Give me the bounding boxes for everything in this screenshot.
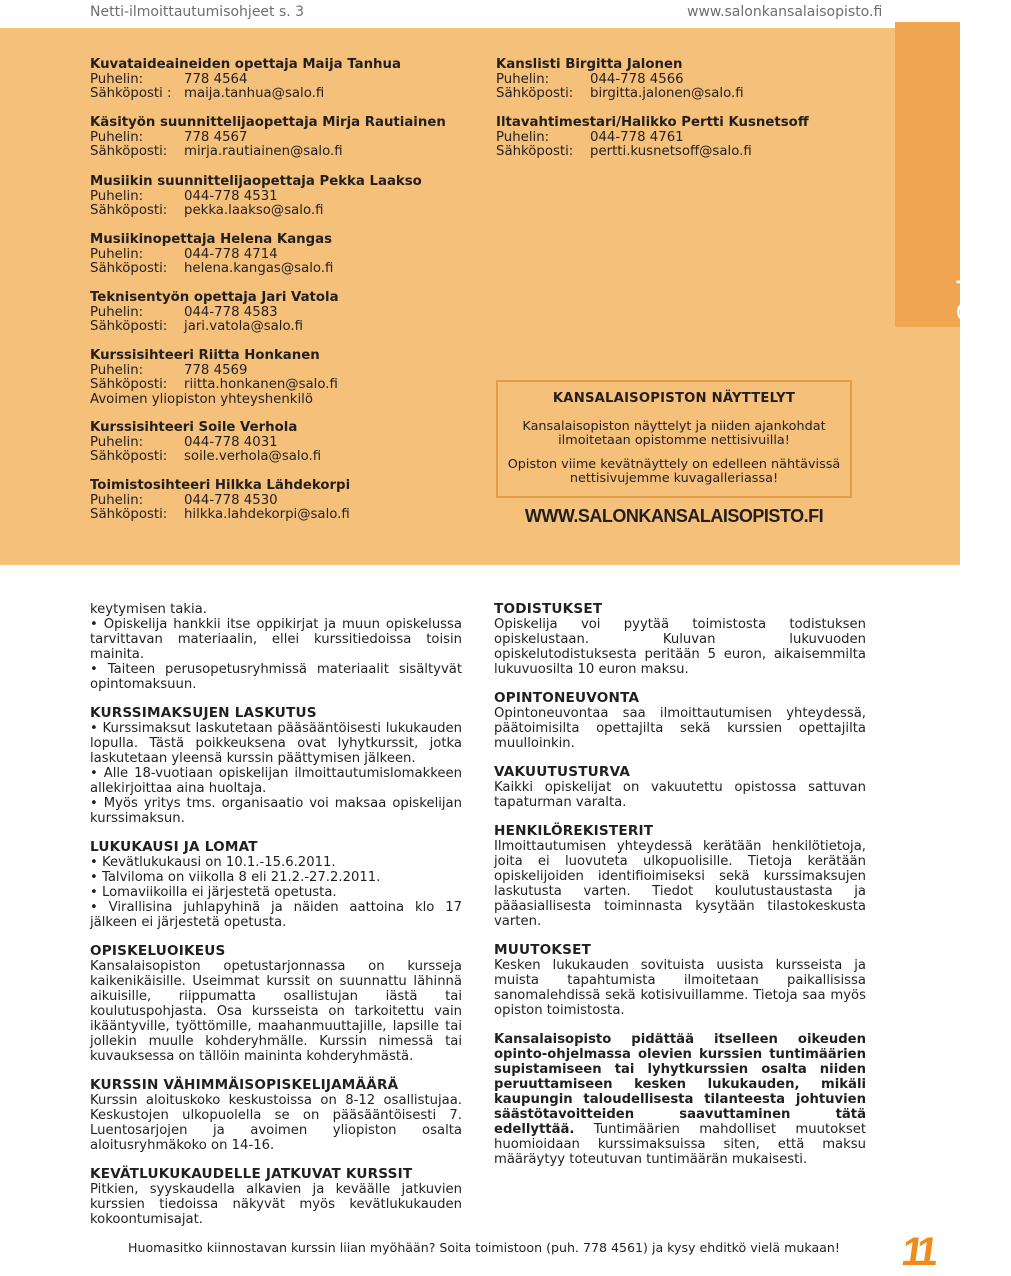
contact-card: [496, 116, 809, 160]
brand-line2: kansalaisopisto: [978, 116, 1011, 322]
section-text: Opintoneuvontaa saa ilmoittautumisen yhteydessä, päätoimisilta opettajilta sekä kurssien opettajilta muulloinkin.: [494, 706, 866, 751]
bullet-item: • Talviloma on viikolla 8 eli 21.2.-27.2.2011.: [90, 870, 381, 885]
phone-label: Puhelin:: [90, 362, 144, 378]
section-heading: OPISKELUOIKEUS: [90, 943, 226, 959]
email-link[interactable]: riitta.honkanen@salo.fi: [184, 377, 338, 393]
section-text: Kurssin aloituskoko keskustoissa on 8-12 osallistujaa. Keskustojen ulkopuolella se on pääsääntöisesti 7. Luentosarjojen ja avoimen yliopiston osalta aloitusryhmäkoko on 14-16.: [90, 1093, 462, 1153]
section-heading: OPINTONEUVONTA: [494, 690, 640, 706]
email-link[interactable]: pertti.kusnetsoff@salo.fi: [590, 144, 752, 160]
contact-title: Kurssisihteeri Riitta Honkanen: [90, 348, 320, 363]
phone-label: Puhelin:: [496, 71, 550, 87]
contact-title: Musiikin suunnittelijaopettaja Pekka Laakso: [90, 174, 422, 189]
phone-label: Puhelin:: [90, 71, 144, 87]
section-text: Opiskelija voi pyytää toimistosta todistuksen opiskelustaan. Kuluvan lukuvuoden opiskelutodistuksesta peritään 5 euron, aikaisemmilta lukuvuosilta 10 euron maksu.: [494, 617, 866, 677]
phone-value: 044-778 4583: [184, 304, 278, 320]
contact-card: [90, 116, 446, 160]
section-heading: MUUTOKSET: [494, 942, 592, 958]
contact-title: Iltavahtimestari/Halikko Pertti Kusnetsoff: [496, 115, 809, 130]
header-url[interactable]: www.salonkansalaisopisto.fi: [687, 4, 883, 20]
section-text: Pitkien, syyskaudella alkavien ja keväälle jatkuvien kurssien tiedoissa näkyvät myös kevätlukukauden kokoontumisajat.: [90, 1182, 462, 1227]
phone-value: 044-778 4761: [590, 129, 684, 145]
email-label: Sähköposti:: [90, 261, 168, 277]
phone-value: 044-778 4714: [184, 246, 278, 262]
email-link[interactable]: hilkka.lahdekorpi@salo.fi: [184, 507, 350, 523]
phone-label: Puhelin:: [90, 129, 144, 145]
contact-card: [90, 349, 338, 407]
exhibitions-box: [496, 380, 852, 498]
contact-card: [90, 175, 422, 219]
bullet-item: • Lomaviikoilla ei järjestetä opetusta.: [90, 885, 337, 900]
phone-value: 778 4564: [184, 71, 248, 87]
contact-title: Musiikinopettaja Helena Kangas: [90, 232, 333, 247]
section-heading: LUKUKAUSI JA LOMAT: [90, 839, 258, 855]
section-heading: KURSSIMAKSUJEN LASKUTUS: [90, 705, 317, 721]
email-label: Sähköposti:: [90, 203, 168, 219]
phone-value: 778 4567: [184, 129, 248, 145]
contact-title: Käsityön suunnittelijaopettaja Mirja Rautiainen: [90, 115, 446, 130]
phone-value: 044-778 4031: [184, 434, 278, 450]
email-link[interactable]: soile.verhola@salo.fi: [184, 449, 322, 465]
email-link[interactable]: helena.kangas@salo.fi: [184, 261, 334, 277]
contact-note: Avoimen yliopiston yhteyshenkilö: [90, 391, 314, 407]
phone-label: Puhelin:: [90, 188, 144, 204]
phone-label: Puhelin:: [90, 246, 144, 262]
email-label: Sähköposti:: [90, 507, 168, 523]
phone-value: 044-778 4530: [184, 492, 278, 508]
email-label: Sähköposti:: [496, 86, 574, 102]
section-heading: TODISTUKSET: [494, 601, 603, 617]
phone-value: 778 4569: [184, 362, 248, 378]
email-label: Sähköposti:: [90, 144, 168, 160]
phone-value: 044-778 4566: [590, 71, 684, 87]
contact-title: Kurssisihteeri Soile Verhola: [90, 420, 298, 435]
bullet-item: • Virallisina juhlapyhinä ja näiden aattoina klo 17 jälkeen ei järjestetä opetusta.: [90, 900, 462, 930]
section-text: Kansalaisopiston opetustarjonnassa on kursseja kaikenikäisille. Useimmat kurssit on suunnattu lähinnä aikuisille, riippumatta osallistujan iästä tai koulutuspohjasta. Osa kursseista on tarkoitettu vain ikääntyville, työttömille, maahanmuuttajille, lapsille tai jollekin muulle kohderyhmälle. Kurssin nimessä tai kuvauksessa on tällöin maininta kohderyhmästä.: [90, 959, 462, 1064]
phone-label: Puhelin:: [496, 129, 550, 145]
section-heading: VAKUUTUSTURVA: [494, 764, 631, 780]
brand-logo: [952, 116, 1011, 322]
bullet-item: • Opiskelija hankkii itse oppikirjat ja muun opiskelussa tarvittavan materiaalin, ellei kurssitiedoissa toisin mainita.: [90, 617, 462, 662]
email-label: Sähköposti:: [90, 449, 168, 465]
exhibitions-text: Opiston viime kevätnäyttely on edelleen nähtävissä nettisivujemme kuvagalleriassa!: [507, 457, 841, 486]
section-heading: HENKILÖREKISTERIT: [494, 823, 654, 839]
contact-title: Kanslisti Birgitta Jalonen: [496, 57, 683, 72]
contact-card: [90, 58, 401, 102]
page-header: [0, 0, 960, 28]
contact-card: [90, 479, 350, 523]
brand-line1: Salon: [952, 245, 985, 322]
rights-text: Tuntimäärien mahdolliset muutokset huomioidaan kurssimaksuissa siten, että maksu määräytyy toteutuvan tuntimäärän mukaisesti.: [494, 1122, 866, 1167]
bullet-item: • Taiteen perusopetusryhmissä materiaalit sisältyvät opintomaksuun.: [90, 662, 462, 692]
exhibitions-heading: KANSALAISOPISTON NÄYTTELYT: [552, 391, 796, 406]
section-text: Ilmoittautumisen yhteydessä kerätään henkilötietoja, joita ei luovuteta ulkopuolisille. Tietoja kerätään opiskelijoiden identifioimiseksi sekä kurssimaksujen laskutusta varten. Tiedot koulutustaustasta ja pääasiallisesta toiminnasta kysytään tilastokeskusta varten.: [494, 839, 866, 929]
email-label: Sähköposti :: [90, 86, 172, 102]
section-text: Kesken lukukauden sovituista uusista kursseista ja muista tapahtumista ilmoitetaan paikallisissa sanomalehdissä sekä kotisivuillamme. Tietoja saa myös opiston toimistosta.: [494, 958, 866, 1018]
email-label: Sähköposti:: [90, 377, 168, 393]
bullet-item: • Kevätlukukausi on 10.1.-15.6.2011.: [90, 855, 336, 870]
section-text: Kaikki opiskelijat on vakuutettu opistossa sattuvan tapaturman varalta.: [494, 780, 866, 810]
contact-card: [90, 291, 339, 335]
brand-strip: [895, 22, 1011, 327]
contact-title: Kuvataideaineiden opettaja Maija Tanhua: [90, 57, 401, 72]
email-link[interactable]: mirja.rautiainen@salo.fi: [184, 144, 343, 160]
email-label: Sähköposti:: [496, 144, 574, 160]
footer-note: Huomasitko kiinnostavan kurssin liian myöhään? Soita toimistoon (puh. 778 4561) ja kysy ehditkö vielä mukaan!: [128, 1240, 840, 1255]
contact-card: [496, 58, 744, 102]
phone-label: Puhelin:: [90, 492, 144, 508]
contact-card: [90, 421, 321, 465]
email-label: Sähköposti:: [90, 319, 168, 335]
rights-bold-text: Kansalaisopisto pidättää itselleen oikeuden opinto-ohjelmassa olevien kurssien tuntimäärien supistamiseen tai lyhytkurssien osalta niiden peruuttamiseen kesken lukukauden, mikäli kaupungin taloudellisesta tilanteesta johtuvien säästötavoitteiden saavuttaminen tätä edellyttää.: [494, 1032, 866, 1137]
bullet-item: • Kurssimaksut laskutetaan pääsääntöisesti lukukauden lopulla. Tästä poikkeuksena ovat lyhytkurssit, jotka laskutetaan yleensä kurssin päättymisen jälkeen.: [90, 721, 462, 766]
phone-label: Puhelin:: [90, 434, 144, 450]
contact-title: Teknisentyön opettaja Jari Vatola: [90, 290, 339, 305]
email-link[interactable]: maija.tanhua@salo.fi: [184, 86, 325, 102]
section-heading: KEVÄTLUKUKAUDELLE JATKUVAT KURSSIT: [90, 1166, 413, 1182]
exhibitions-text: Kansalaisopiston näyttelyt ja niiden ajankohdat ilmoitetaan opistomme nettisivuilla!: [522, 419, 826, 448]
email-link[interactable]: pekka.laakso@salo.fi: [184, 203, 324, 219]
bullet-item: • Myös yritys tms. organisaatio voi maksaa opiskelijan kurssimaksun.: [90, 796, 462, 826]
page-number: 11: [898, 1230, 936, 1274]
contact-title: Toimistosihteeri Hilkka Lähdekorpi: [90, 478, 351, 493]
website-link[interactable]: WWW.SALONKANSALAISOPISTO.FI: [524, 506, 824, 526]
header-left-text: Netti-ilmoittautumisohjeet s. 3: [90, 4, 305, 20]
contact-card: [90, 233, 333, 277]
rights-paragraph: [494, 1032, 866, 1167]
section-heading: KURSSIN VÄHIMMÄISOPISKELIJAMÄÄRÄ: [90, 1077, 399, 1093]
email-link[interactable]: birgitta.jalonen@salo.fi: [590, 86, 744, 102]
bullet-item: • Alle 18-vuotiaan opiskelijan ilmoittautumislomakkeen allekirjoittaa aina huoltaja.: [90, 766, 462, 796]
email-link[interactable]: jari.vatola@salo.fi: [184, 319, 304, 335]
phone-label: Puhelin:: [90, 304, 144, 320]
right-column: [494, 602, 866, 1167]
left-column: [90, 602, 462, 1227]
phone-value: 044-778 4531: [184, 188, 278, 204]
intro-text: keytymisen takia.: [90, 602, 207, 617]
